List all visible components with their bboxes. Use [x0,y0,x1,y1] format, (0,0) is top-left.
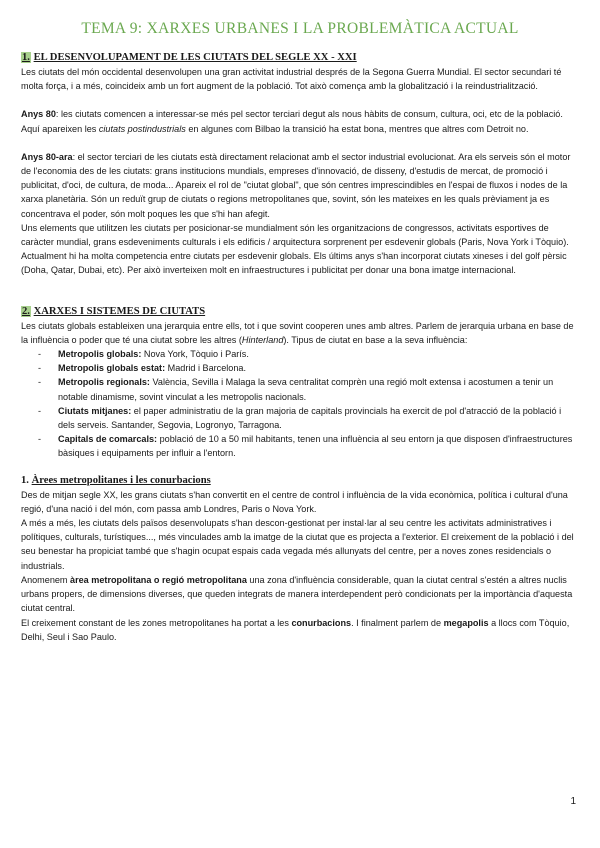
text-span: : les ciutats comencen a interessar-se més pel sector terciari degut als nous hàbits de consum, cultura, oci, etc de la població. Aquí apareixen les [21,109,563,134]
text-span: El creixement constant de les zones metropolitanes ha portat a les [21,617,292,628]
bold-label: Metropolis globals: [58,349,142,360]
section-heading-2 [21,306,579,317]
text-span: Anomenem [21,574,71,585]
text-span: Les ciutats globals estableixen una jerarquia entre ells, tot i que sovint cooperen unes amb altres. Parlem de jerarquia urbana en base de la influència o poder que té una ciutat sobre les altres ( [21,320,574,345]
section-title: EL DESENVOLUPAMENT DE LES CIUTATS DEL SEGLE XX - XXI [33,52,357,63]
bold-term: conurbacions [291,617,352,628]
city-type-list [21,347,579,461]
text-span: Nova York, Tòquio i París. [141,349,249,360]
bold-label: Ciutats mitjanes: [58,405,132,416]
section-number: 2. [22,305,30,317]
text-span: el paper administratiu de la gran majoria de capitals provincials ha exercit de pol d'atracció de la població i dels serveis. Santander, Segovia, Logronyo, Tarragona. [58,405,562,431]
list-item [38,375,579,403]
section-number: 1. [21,474,29,486]
text-span: una zona d'influència considerable, quan la ciutat central s'estén a altres nuclis urbans propers, de dimensions diverses, que queden integrats de manera interdependent però condicionats per la importància d'aquesta ciutat central. [21,574,573,614]
bold-label: Anys 80 [21,109,56,120]
bold-term: àrea metropolitana o regió metropolitana [70,574,247,585]
section-number: 1. [22,52,30,63]
text-span: Madrid i Barcelona. [165,363,246,374]
text-span: : el sector terciari de les ciutats està directament relacionat amb el sector industrial evolucionat. Ara els serveis són el motor de l'economia des de les ciutats: grans institucions mundials, empreses d'innovació, de disseny, d'estudis de mercat, de promoció i publicitat, d'oci, de cultura, de moda... Apareix el rol de "ciutat global", que són centres imprescindibles en l'espai de fluxos i nodes de la xarxa planetària. Són un reduït grup de ciutats o regions metropolitanes que, sovint, són les mateixes en les quals prèviament ja es concentrava el poder, són molt poques les que s'hi han afegit. [21,151,571,219]
paragraph: Actualment hi ha molta competencia entre ciutats per esdevenir globals. Els últims anys s'han incorporat ciutats xineses i del golf pèrsic (Doha, Qatar, Dubai, etc). Per això inverteixen molt en infraestructures i publicitat per donar una bona imatge internacional. [21,251,567,276]
paragraph [21,107,579,135]
bold-label: Anys 80-ara [21,151,73,162]
paragraph [21,150,579,221]
text-span: . I finalment parlem de [351,617,444,628]
paragraph: Des de mitjan segle XX, les grans ciutats s'han convertit en el centre de control i influència de la vida econòmica, política i cultural d'una regió, d'una nació i del món, com passa amb Londres, Paris o Nova York. [21,489,568,514]
page-number: 1 [570,796,576,807]
document-title: TEMA 9: XARXES URBANES I LA PROBLEMÀTICA ACTUAL [81,20,519,37]
bold-term: megapolis [443,617,489,628]
section-title: Àrees metropolitanes i les conurbacions [31,474,211,486]
bold-label: Capitals de comarcals: [58,434,158,445]
paragraph: Les ciutats del món occidental desenvolupen una gran activitat industrial després de la Segona Guerra Mundial. El sector secundari té molta força, i a més, coincideix amb un fort augment de la població. Tot això comença amb la globalització i la reindustrialització. [21,67,562,92]
bold-label: Metropolis globals estat: [58,363,166,374]
subsection-heading [21,475,579,486]
paragraph [21,616,579,644]
text-span: València, Sevilla i Malaga la seva centralitat comprèn una regió molt extensa i acostumen a tenir un notable dinamisme, sovint vinculat a les metropolis nacionals. [58,377,554,402]
text-span: població de 10 a 50 mil habitants, tenen una influència al seu entorn ja que disposen d'infraestructures bàsiques i equipaments per influir a l'entorn. [58,434,573,459]
emphasis: Hinterland [241,334,284,345]
text-span: ). Tipus de ciutat en base a la seva influència: [283,334,468,345]
list-item [38,432,579,460]
list-item [38,347,579,361]
paragraph: A més a més, les ciutats dels països desenvolupats s'han descon-gestionat per instal·lar al seu centre les activitats administratives i polítiques, culturals, turístiques..., més vinculades amb la imatge de la ciutat que es projecta a l'exterior. El creixement de la població i del seu benestar ha propiciat també que s'hagin ocupat espais cada vegada més allunyats del centre, per a noves zones residencials o industrials. [21,518,574,571]
text-span: a llocs com Tòquio, Delhi, Seul i Sao Paulo. [21,617,570,642]
emphasis: ciutats postindustrials [98,123,186,134]
paragraph [21,319,579,347]
bold-label: Metropolis regionals: [58,377,150,388]
text-span: en algunes com Bilbao la transició ha estat bona, mentres que altres com Detroit no. [185,123,529,134]
paragraph [21,573,579,616]
section-title: XARXES I SISTEMES DE CIUTATS [33,305,206,317]
paragraph: Uns elements que utilitzen les ciutats per posicionar-se mundialment són les organitzacions de congressos, activitats esportives de caràcter mundial, grans esdeveniments culturals i els edificis / arquitectura sorprenent per esdevenir globals (Paris, Nova York i Tòquio). [21,222,569,248]
section-heading-1 [21,52,579,63]
list-item [38,361,579,375]
list-item [38,404,579,432]
